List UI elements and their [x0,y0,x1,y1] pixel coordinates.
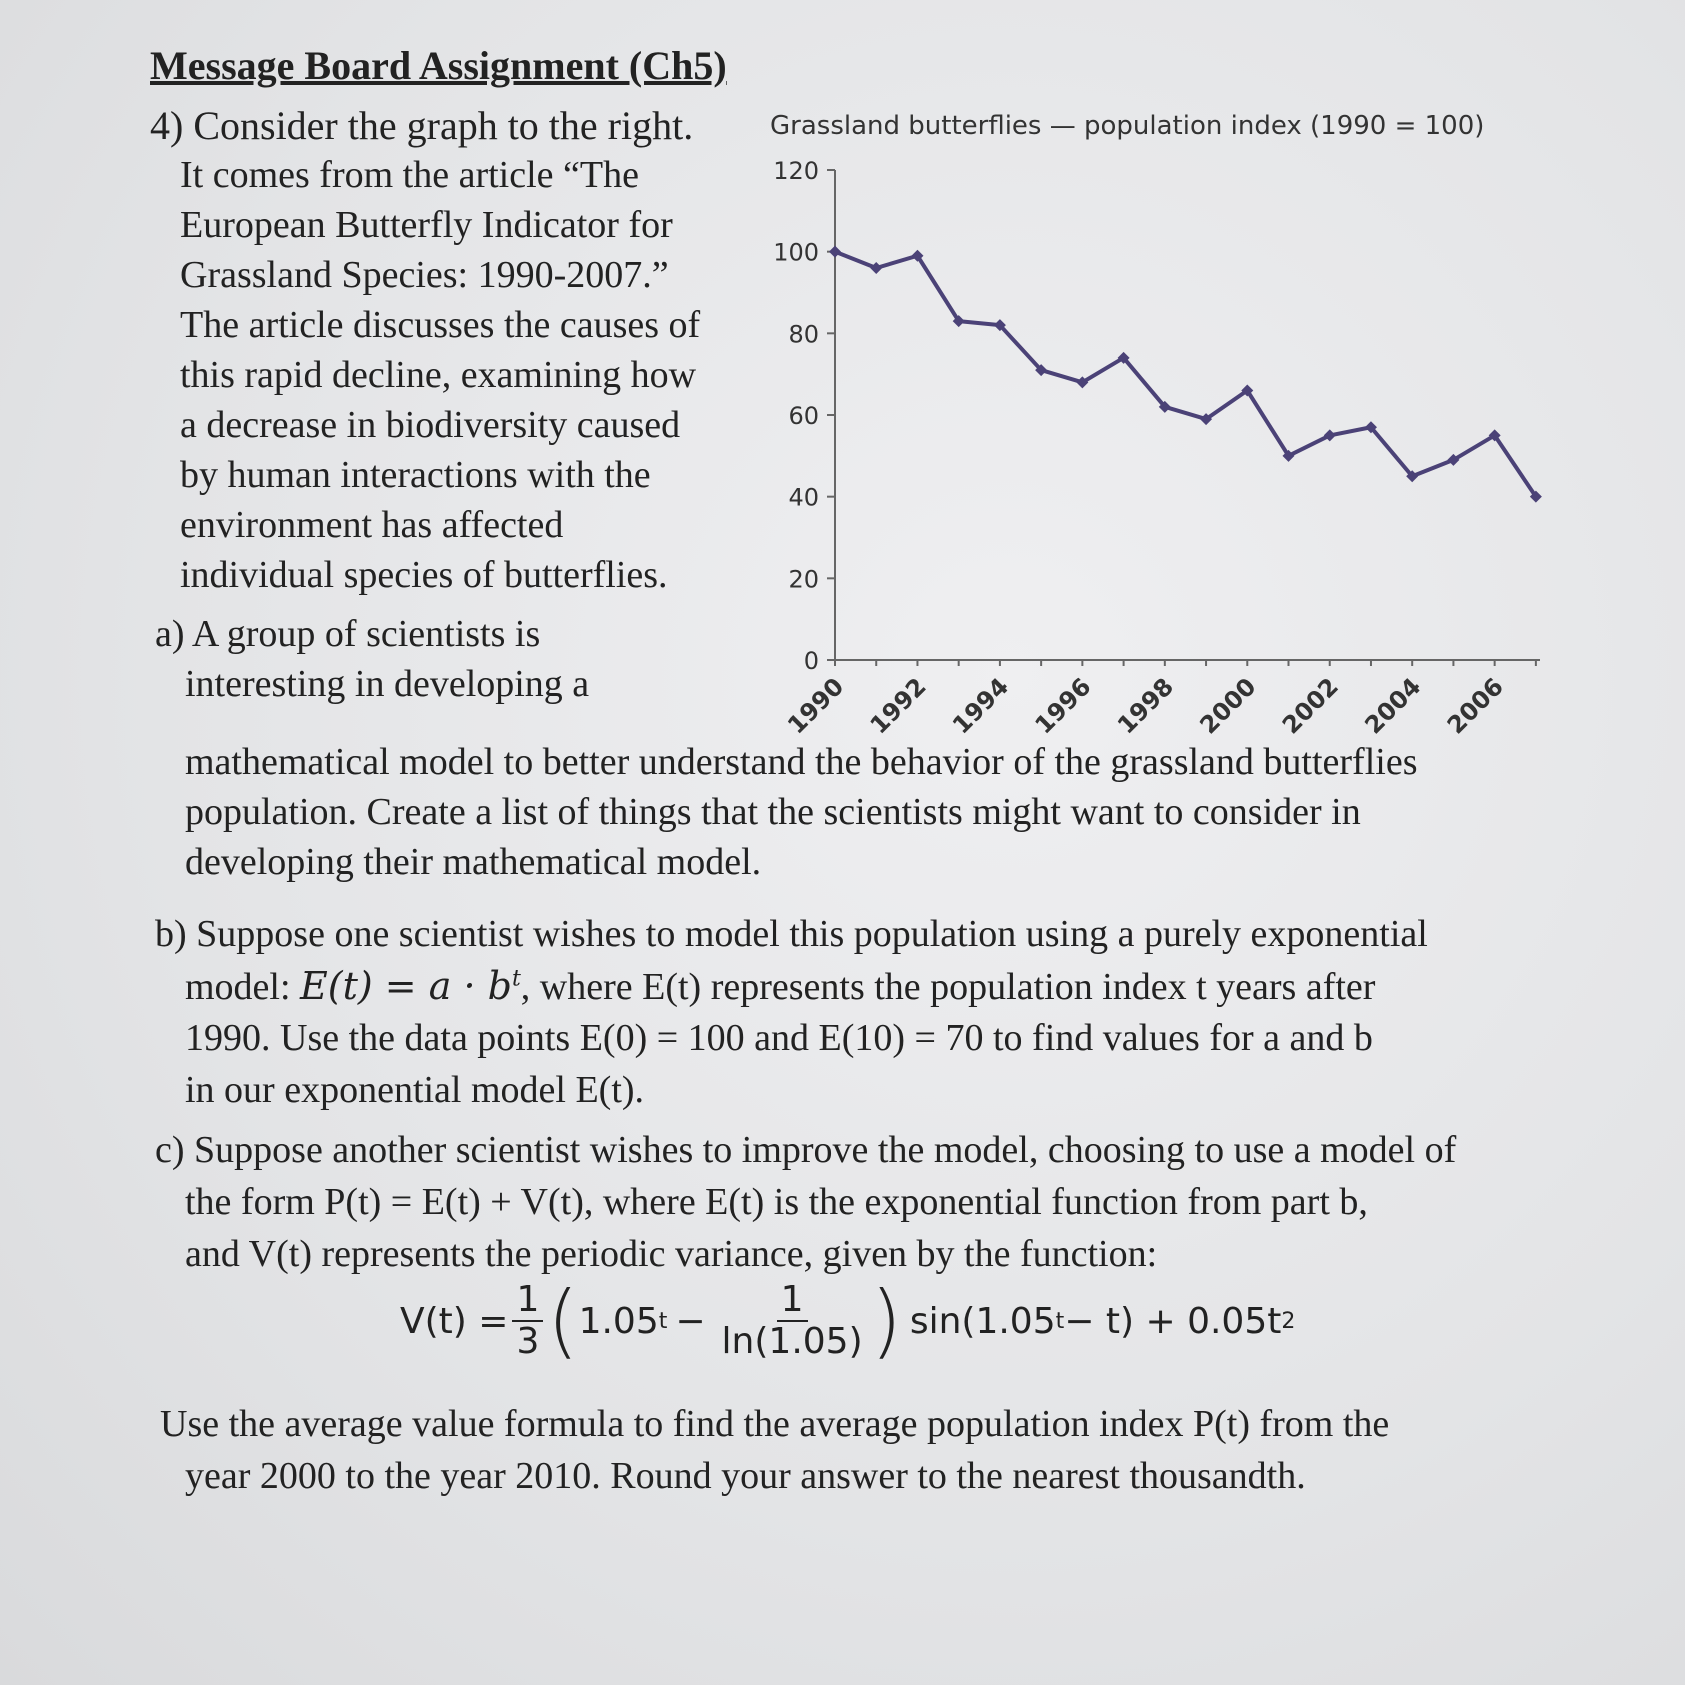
x-tick-label: 2000 [1194,672,1262,740]
question-4-heading: 4) Consider the graph to the right. [150,103,694,148]
part-c-line: year 2000 to the year 2010. Round your answer to the nearest thousandth. [185,1455,1306,1497]
x-tick-label: 2002 [1276,672,1344,740]
part-a-line: mathematical model to better understand the behavior of the grassland butterflies [185,741,1418,783]
formula-lhs: V(t) = [400,1300,509,1342]
intro-line: Grassland Species: 1990-2007.” [180,254,669,296]
x-tick-label: 1994 [947,672,1015,740]
y-tick-label: 20 [788,565,819,594]
x-tick-label: 1998 [1112,672,1180,740]
fraction-numerator: 1 [777,1280,808,1322]
sin-term: sin(1.05 [909,1300,1056,1342]
x-axis [782,660,1540,739]
part-c-line: the form P(t) = E(t) + V(t), where E(t) is the exponential function from part b, [185,1181,1368,1223]
data-point [829,246,841,258]
intro-line: It comes from the article “The [180,154,639,196]
open-paren: ( [547,1274,579,1367]
x-tick-label: 1992 [864,672,932,740]
part-a-line: population. Create a list of things that the scientists might want to consider in [185,791,1361,833]
part-b-line: b) Suppose one scientist wishes to model this population using a purely exponential [155,913,1428,955]
y-tick-label: 40 [788,483,819,512]
x-tick-label: 1996 [1029,672,1097,740]
exponential-model-formula: E(t) = a · b [300,964,512,1008]
fraction-numerator: 1 [512,1280,543,1322]
intro-line: The article discusses the causes of [180,304,701,346]
variance-formula [400,1274,1296,1367]
part-c-line: and V(t) represents the periodic variance, given by the function: [185,1233,1158,1275]
fraction-denominator: 3 [516,1321,540,1362]
minus-sign: − [675,1300,706,1342]
part-b-line [185,964,1375,1009]
y-tick-label: 100 [773,238,819,267]
y-tick-label: 120 [773,157,819,185]
x-tick-label: 1990 [782,672,850,740]
y-tick-label: 60 [788,402,819,430]
y-tick-label: 80 [788,320,819,349]
page-title: Message Board Assignment (Ch5) [150,43,727,88]
part-b-line: in our exponential model E(t). [185,1069,645,1111]
intro-line: European Butterfly Indicator for [180,204,673,246]
fraction-ln [718,1280,867,1362]
butterfly-population-chart [740,110,1570,770]
quadratic-term: − t) + 0.05t [1064,1300,1282,1342]
part-c-line: c) Suppose another scientist wishes to improve the model, choosing to use a model of [155,1129,1457,1171]
term-1-05: 1.05 [578,1300,659,1342]
intro-line: individual species of butterflies. [180,554,668,596]
part-b-text: model: [185,966,301,1008]
part-a-line: a) A group of scientists is [155,613,541,655]
intro-line: this rapid decline, examining how [180,354,697,396]
chart-title: Grassland butterflies — population index (1990 = 100) [770,111,1485,141]
close-paren: ) [870,1274,902,1367]
series-path [835,252,1536,497]
y-axis [773,157,835,675]
part-a-line: developing their mathematical model. [185,841,762,883]
part-b-text: , where E(t) represents the population index t years after [520,966,1376,1008]
y-tick-label: 0 [803,647,819,675]
x-tick-label: 2004 [1359,672,1427,740]
fraction-one-third [512,1280,543,1362]
exponent-t: t [1055,1308,1065,1334]
part-b-line: 1990. Use the data points E(0) = 100 and E(10) = 70 to find values for a and b [185,1017,1373,1059]
exponent-t: t [511,966,521,992]
part-a-line: interesting in developing a [185,663,590,705]
intro-line: environment has affected [180,504,564,546]
part-c-line: Use the average value formula to find the average population index P(t) from the [160,1403,1390,1445]
fraction-denominator: ln(1.05) [721,1321,863,1362]
exponent-2: 2 [1281,1308,1296,1334]
intro-line: a decrease in biodiversity caused [180,404,681,446]
data-point [870,262,882,274]
exponent-t: t [658,1308,668,1334]
x-tick-label: 2006 [1441,672,1509,740]
intro-line: by human interactions with the [180,454,651,496]
series-line [829,246,1542,503]
